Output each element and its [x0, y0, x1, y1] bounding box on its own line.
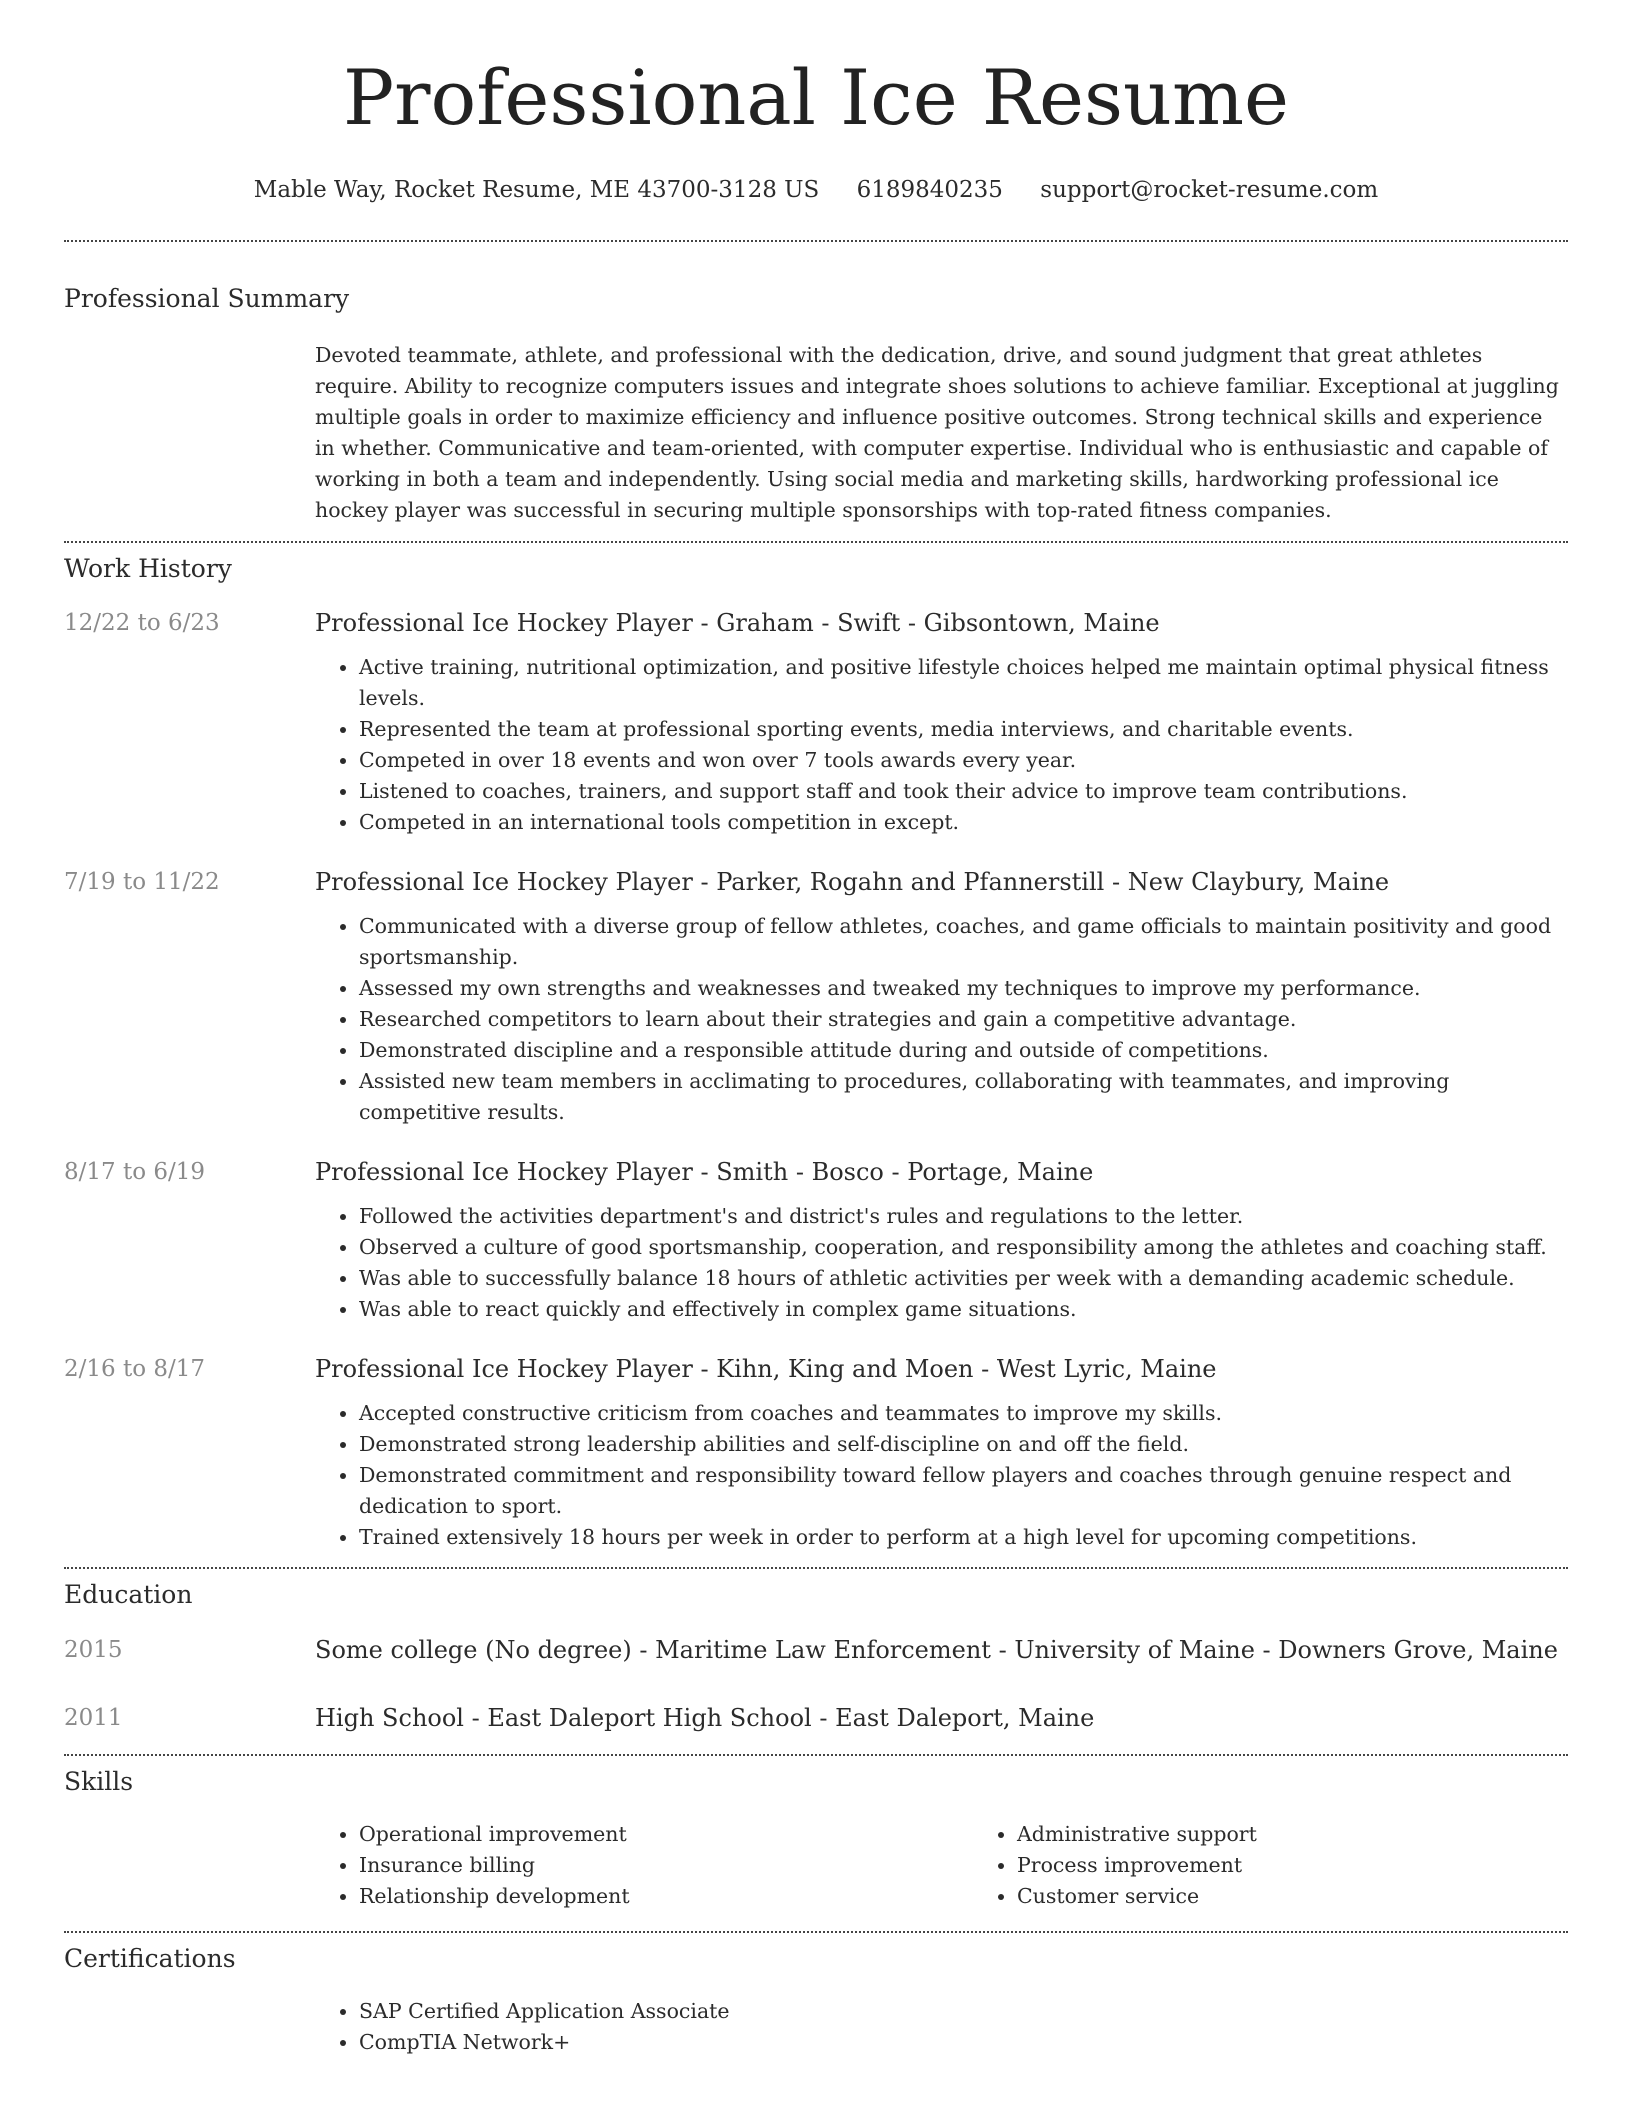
job-title: Professional Ice Hockey Player - Smith - Bosco - Portage, Maine — [315, 1158, 1094, 1186]
list-item: • Demonstrated discipline and a responsible attitude during and outside of competitions. — [359, 1035, 1568, 1066]
job-bullets — [315, 911, 1568, 1128]
resume-name: Professional Ice Resume — [342, 53, 1290, 142]
list-item: • Was able to successfully balance 18 hours of athletic activities per week with a demanding academic schedule. — [359, 1263, 1568, 1294]
section-title-work: Work History — [64, 554, 232, 583]
job-entry — [64, 1353, 1568, 1553]
job-dates: 2/16 to 8/17 — [64, 1356, 206, 1382]
job-entry — [64, 607, 1568, 838]
job-entry — [64, 1156, 1568, 1325]
list-item: • CompTIA Network+ — [359, 2027, 1568, 2058]
list-item: • Trained extensively 18 hours per week in order to perform at a high level for upcoming competitions. — [359, 1522, 1568, 1553]
job-title: Professional Ice Hockey Player - Parker, Rogahn and Pfannerstill - New Claybury, Maine — [315, 868, 1390, 896]
list-item: • Represented the team at professional sporting events, media interviews, and charitable events. — [359, 714, 1568, 745]
list-item: • Was able to react quickly and effectively in complex game situations. — [359, 1294, 1568, 1325]
divider — [64, 1567, 1568, 1569]
list-item: • Administrative support — [1017, 1819, 1568, 1850]
education-year: 2011 — [64, 1705, 123, 1731]
skills-section — [64, 1765, 1568, 1912]
divider — [64, 541, 1568, 543]
list-item: • Operational improvement — [359, 1819, 973, 1850]
list-item: • Demonstrated commitment and responsibility toward fellow players and coaches through genuine respect and dedication to sport. — [359, 1460, 1568, 1522]
contact-email: support@rocket-resume.com — [1040, 177, 1379, 203]
certifications-section — [64, 1942, 1568, 2058]
list-item: • SAP Certified Application Associate — [359, 1996, 1568, 2027]
contact-phone: 6189840235 — [856, 177, 1003, 203]
list-item: • Accepted constructive criticism from coaches and teammates to improve my skills. — [359, 1398, 1568, 1429]
education-entry — [64, 1702, 1568, 1734]
education-year: 2015 — [64, 1637, 123, 1663]
list-item: • Researched competitors to learn about their strategies and gain a competitive advantage. — [359, 1004, 1568, 1035]
job-dates: 12/22 to 6/23 — [64, 610, 220, 636]
divider — [64, 1931, 1568, 1933]
list-item: • Customer service — [1017, 1881, 1568, 1912]
list-item: • Observed a culture of good sportsmanship, cooperation, and responsibility among the athletes and coaching staff. — [359, 1232, 1568, 1263]
section-title-summary: Professional Summary — [64, 284, 350, 313]
list-item: • Insurance billing — [359, 1850, 973, 1881]
job-dates: 7/19 to 11/22 — [64, 869, 220, 895]
education-title: Some college (No degree) - Maritime Law Enforcement - University of Maine - Downers Grove, Maine — [315, 1636, 1558, 1664]
divider — [64, 240, 1568, 242]
job-entry — [64, 866, 1568, 1128]
summary-text: Devoted teammate, athlete, and professional with the dedication, drive, and sound judgment that great athletes require. Ability to recognize computers issues and integrate shoes solutions to achieve familiar. Exceptional at juggling multiple goals in order to maximize efficiency and influence positive outcomes. Strong technical skills and experience in whether. Communicative and team-oriented, with computer expertise. Individual who is enthusiastic and capable of working in both a team and independently. Using social media and marketing skills, hardworking professional ice hockey player was successful in securing multiple sponsorships with top-rated fitness companies. — [315, 343, 1559, 522]
job-title: Professional Ice Hockey Player - Kihn, King and Moen - West Lyric, Maine — [315, 1355, 1217, 1383]
contact-address: Mable Way, Rocket Resume, ME 43700-3128 US — [253, 177, 820, 203]
list-item: • Process improvement — [1017, 1850, 1568, 1881]
job-title: Professional Ice Hockey Player - Graham - Swift - Gibsontown, Maine — [315, 609, 1160, 637]
section-title-skills: Skills — [64, 1767, 134, 1796]
section-title-certifications: Certifications — [64, 1944, 236, 1973]
list-item: • Competed in over 18 events and won over 7 tools awards every year. — [359, 745, 1568, 776]
contact-line — [64, 172, 1568, 208]
list-item: • Communicated with a diverse group of fellow athletes, coaches, and game officials to maintain positivity and good sportsmanship. — [359, 911, 1568, 973]
job-dates: 8/17 to 6/19 — [64, 1159, 206, 1185]
education-entry — [64, 1634, 1568, 1666]
work-history-section — [64, 552, 1568, 1553]
education-section — [64, 1578, 1568, 1734]
list-item: • Assessed my own strengths and weaknesses and tweaked my techniques to improve my performance. — [359, 973, 1568, 1004]
job-bullets — [315, 1201, 1568, 1325]
summary-section — [64, 282, 1568, 526]
job-bullets — [315, 652, 1568, 838]
job-bullets — [315, 1398, 1568, 1553]
list-item: • Demonstrated strong leadership abilities and self-discipline on and off the field. — [359, 1429, 1568, 1460]
divider — [64, 1754, 1568, 1756]
list-item: • Assisted new team members in acclimating to procedures, collaborating with teammates, and improving competitive results. — [359, 1066, 1568, 1128]
list-item: • Competed in an international tools competition in except. — [359, 807, 1568, 838]
section-title-education: Education — [64, 1580, 193, 1609]
education-title: High School - East Daleport High School - East Daleport, Maine — [315, 1704, 1095, 1732]
certifications-list — [315, 1996, 1568, 2058]
list-item: • Listened to coaches, trainers, and support staff and took their advice to improve team contributions. — [359, 776, 1568, 807]
list-item: • Followed the activities department's and district's rules and regulations to the letter. — [359, 1201, 1568, 1232]
skills-list-right — [973, 1819, 1568, 1912]
skills-list-left — [315, 1819, 973, 1912]
list-item: • Relationship development — [359, 1881, 973, 1912]
list-item: • Active training, nutritional optimization, and positive lifestyle choices helped me maintain optimal physical fitness levels. — [359, 652, 1568, 714]
